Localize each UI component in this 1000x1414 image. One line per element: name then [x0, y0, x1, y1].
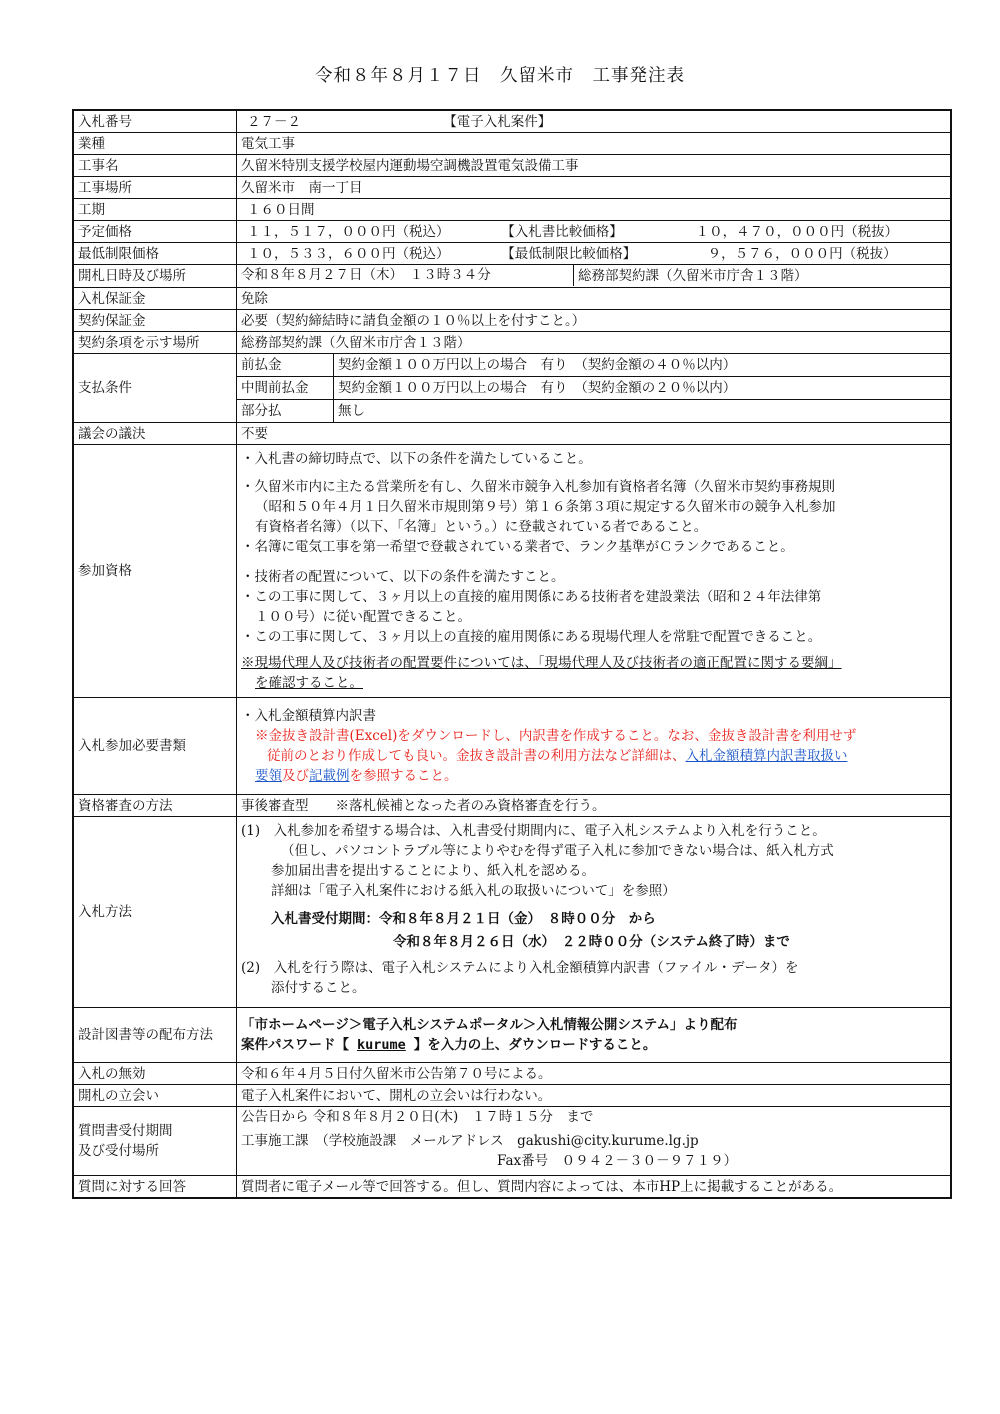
method-line: (2) 入札を行う際は、電子入札システムにより入札金額積算内訳書（ファイル・データ）を	[241, 960, 799, 976]
label-qualification: 参加資格	[73, 445, 237, 698]
receipt-period-from: 令和８年８月２１日（金） ８時００分 から	[379, 911, 656, 927]
label-contract-guarantee: 契約保証金	[73, 310, 237, 332]
page-title: 令和８年８月１７日 久留米市 工事発注表	[315, 66, 685, 86]
payment-item	[237, 400, 950, 423]
min-compare-label: 【最低制限比較価格】	[501, 245, 637, 262]
payment-item	[237, 354, 950, 377]
row-contract-terms-place	[73, 332, 951, 354]
label-project-name: 工事名	[73, 155, 237, 177]
doc-note	[241, 746, 946, 766]
method-line: 参加届出書を提出することにより、紙入札を認める。	[271, 863, 595, 879]
row-invalid	[73, 1063, 951, 1085]
value-answers: 質問者に電子メール等で回答する。但し、質問内容によっては、本市HP上に掲載することがある。	[237, 1176, 952, 1199]
value-project-name: 久留米特別支援学校屋内運動場空調機設置電気設備工事	[237, 155, 952, 177]
row-council	[73, 423, 951, 445]
label-min-price: 最低制限価格	[73, 243, 237, 265]
value-bid-method	[237, 817, 952, 1008]
receipt-period	[241, 909, 946, 929]
value-opening	[237, 265, 952, 288]
label-screening: 資格審査の方法	[73, 795, 237, 817]
doc-and: 及び	[282, 768, 309, 784]
payment-item	[237, 377, 950, 400]
label-bid-guarantee: 入札保証金	[73, 288, 237, 310]
row-planned-price	[73, 221, 951, 243]
label-bid-number: 入札番号	[73, 110, 237, 133]
value-bid-guarantee: 免除	[237, 288, 952, 310]
doc-note: ※金抜き設計書(Excel)をダウンロードし、内訳書を作成すること。なお、金抜き設計書を利用せず	[255, 728, 857, 744]
value-min-price	[237, 243, 952, 265]
value-planned-price	[237, 221, 952, 243]
label-period: 工期	[73, 199, 237, 221]
min-price: １０，５３３，６００円（税込）	[247, 245, 450, 262]
planned-price: １１，５１７，０００円（税込）	[247, 223, 450, 240]
row-screening	[73, 795, 951, 817]
label-opening: 開札日時及び場所	[73, 265, 237, 288]
value-contract-guarantee: 必要（契約締結時に請負金額の１０％以上を付すこと。）	[237, 310, 952, 332]
payment-name: 中間前払金	[237, 377, 334, 400]
value-industry: 電気工事	[237, 133, 952, 155]
opening-datetime: 令和８年８月２７日（木） １３時３４分	[237, 264, 574, 286]
min-compare-value: ９，５７６，０００円（税抜）	[707, 245, 897, 262]
planned-compare-label: 【入札書比較価格】	[501, 223, 623, 240]
value-contract-terms-place: 総務部契約課（久留米市庁舎１３階）	[237, 332, 952, 354]
label-location: 工事場所	[73, 177, 237, 199]
questions-office: 工事施工課 （学校施設課 メールアドレス gakushi@city.kurume.lg.jp	[241, 1133, 699, 1149]
value-distribution	[237, 1008, 952, 1063]
questions-label-2: 及び受付場所	[78, 1143, 159, 1159]
row-bid-number	[73, 110, 951, 133]
label-contract-terms-place: 契約条項を示す場所	[73, 332, 237, 354]
password-suffix: 】を入力の上、ダウンロードすること。	[413, 1037, 657, 1053]
value-invalid: 令和６年４月５日付久留米市公告第７０号による。	[237, 1063, 952, 1085]
qual-note: を確認すること。	[255, 675, 363, 691]
doc-guideline-link[interactable]: 入札金額積算内訳書取扱い	[685, 748, 848, 764]
row-answers	[73, 1176, 951, 1199]
payment-name: 前払金	[237, 354, 334, 377]
row-contract-guarantee	[73, 310, 951, 332]
bid-number: ２７－２	[247, 113, 301, 130]
password-prefix: 案件パスワード【	[241, 1037, 349, 1053]
label-distribution: 設計図書等の配布方法	[73, 1008, 237, 1063]
label-bid-method: 入札方法	[73, 817, 237, 1008]
qual-line: ・この工事に関して、３ヶ月以上の直接的雇用関係にある現場代理人を常駐で配置できること。	[241, 629, 822, 645]
doc-line: ・入札金額積算内訳書	[241, 708, 376, 724]
label-documents: 入札参加必要書類	[73, 698, 237, 795]
label-questions	[73, 1107, 237, 1176]
method-line: 添付すること。	[271, 980, 366, 996]
row-min-price	[73, 243, 951, 265]
row-qualification	[73, 445, 951, 698]
row-witness	[73, 1085, 951, 1107]
distribution-line	[241, 1035, 946, 1055]
row-bid-method	[73, 817, 951, 1008]
planned-compare-value: １０，４７０，０００円（税抜）	[695, 223, 899, 240]
label-council: 議会の議決	[73, 423, 237, 445]
questions-fax: Fax番号 ０９４２－３０－９７１９）	[497, 1153, 738, 1169]
row-payment	[73, 354, 951, 423]
label-answers: 質問に対する回答	[73, 1176, 237, 1199]
row-industry	[73, 133, 951, 155]
row-opening	[73, 265, 951, 288]
row-questions	[73, 1107, 951, 1176]
payment-value: 無し	[338, 403, 365, 419]
payment-value: 契約金額１００万円以上の場合 有り （契約金額の４０％以内）	[334, 354, 951, 377]
row-bid-guarantee	[73, 288, 951, 310]
doc-note	[241, 766, 946, 786]
label-witness: 開札の立会い	[73, 1085, 237, 1107]
qual-line: １００号）に従い配置できること。	[255, 609, 471, 625]
row-documents	[73, 698, 951, 795]
label-planned-price: 予定価格	[73, 221, 237, 243]
method-line: （但し、パソコントラブル等によりやむを得ず電子入札に参加できない場合は、紙入札方式	[281, 843, 834, 859]
value-witness: 電子入札案件において、開札の立会いは行わない。	[237, 1085, 952, 1107]
value-bid-number	[237, 110, 952, 133]
method-line: (1) 入札参加を希望する場合は、入札書受付期間内に、電子入札システムより入札を行うこと。	[241, 823, 826, 839]
case-password: kurume	[357, 1037, 406, 1053]
value-location: 久留米市 南一丁目	[237, 177, 952, 199]
payment-name: 部分払	[237, 400, 334, 423]
period-days: １６０日間	[247, 201, 315, 218]
qual-line: ・名簿に電気工事を第一希望で登載されている業者で、ランク基準がＣランクであること。	[241, 539, 794, 555]
method-line: 詳細は「電子入札案件における紙入札の取扱いについて」を参照）	[271, 883, 676, 899]
electronic-bid-tag: 【電子入札案件】	[443, 113, 552, 130]
qual-line: ・この工事に関して、３ヶ月以上の直接的雇用関係にある技術者を建設業法（昭和２４年法律第	[241, 589, 822, 605]
row-period	[73, 199, 951, 221]
doc-note-text: 従前のとおり作成しても良い。金抜き設計書の利用方法など詳細は、	[267, 748, 686, 764]
qual-line: ・入札書の締切時点で、以下の条件を満たしていること。	[241, 451, 592, 467]
qual-line: ・技術者の配置について、以下の条件を満たすこと。	[241, 569, 565, 585]
questions-label-1: 質問書受付期間	[78, 1123, 173, 1139]
qual-line: （昭和５０年４月１日久留米市規則第９号）第１６条第３項に規定する久留米市の競争入札参加	[255, 499, 836, 515]
qual-line: ・久留米市内に主たる営業所を有し、久留米市競争入札参加有資格者名簿（久留米市契約事務規則	[241, 479, 835, 495]
qual-note: ※現場代理人及び技術者の配置要件については、「現場代理人及び技術者の適正配置に関する要綱」	[241, 655, 842, 671]
row-location	[73, 177, 951, 199]
questions-deadline: 公告日から 令和８年８月２０日(木) １７時１５分 まで	[241, 1109, 594, 1125]
order-table	[72, 109, 952, 1199]
doc-tail: を参照すること。	[349, 768, 458, 784]
doc-example-link[interactable]: 記載例	[309, 768, 350, 784]
opening-place: 総務部契約課（久留米市庁舎１３階）	[578, 268, 808, 284]
row-distribution	[73, 1008, 951, 1063]
label-invalid: 入札の無効	[73, 1063, 237, 1085]
label-payment: 支払条件	[73, 354, 237, 423]
value-documents	[237, 698, 952, 795]
doc-guideline-link-cont[interactable]: 要領	[255, 768, 282, 784]
value-period	[237, 199, 952, 221]
payment-value: 契約金額１００万円以上の場合 有り （契約金額の２０％以内）	[334, 377, 951, 400]
value-payment	[237, 354, 952, 423]
value-questions	[237, 1107, 952, 1176]
value-council: 不要	[237, 423, 952, 445]
receipt-period-to: 令和８年８月２６日（水） ２２時００分（システム終了時）まで	[393, 934, 790, 950]
value-qualification	[237, 445, 952, 698]
row-project-name	[73, 155, 951, 177]
distribution-line: 「市ホームページ＞電子入札システムポータル＞入札情報公開システム」より配布	[241, 1017, 738, 1033]
value-screening: 事後審査型 ※落札候補となった者のみ資格審査を行う。	[237, 795, 952, 817]
receipt-period-label: 入札書受付期間：	[271, 911, 379, 927]
label-industry: 業種	[73, 133, 237, 155]
qual-line: 有資格者名簿）（以下、「名簿」という。）に登載されている者であること。	[255, 519, 708, 535]
